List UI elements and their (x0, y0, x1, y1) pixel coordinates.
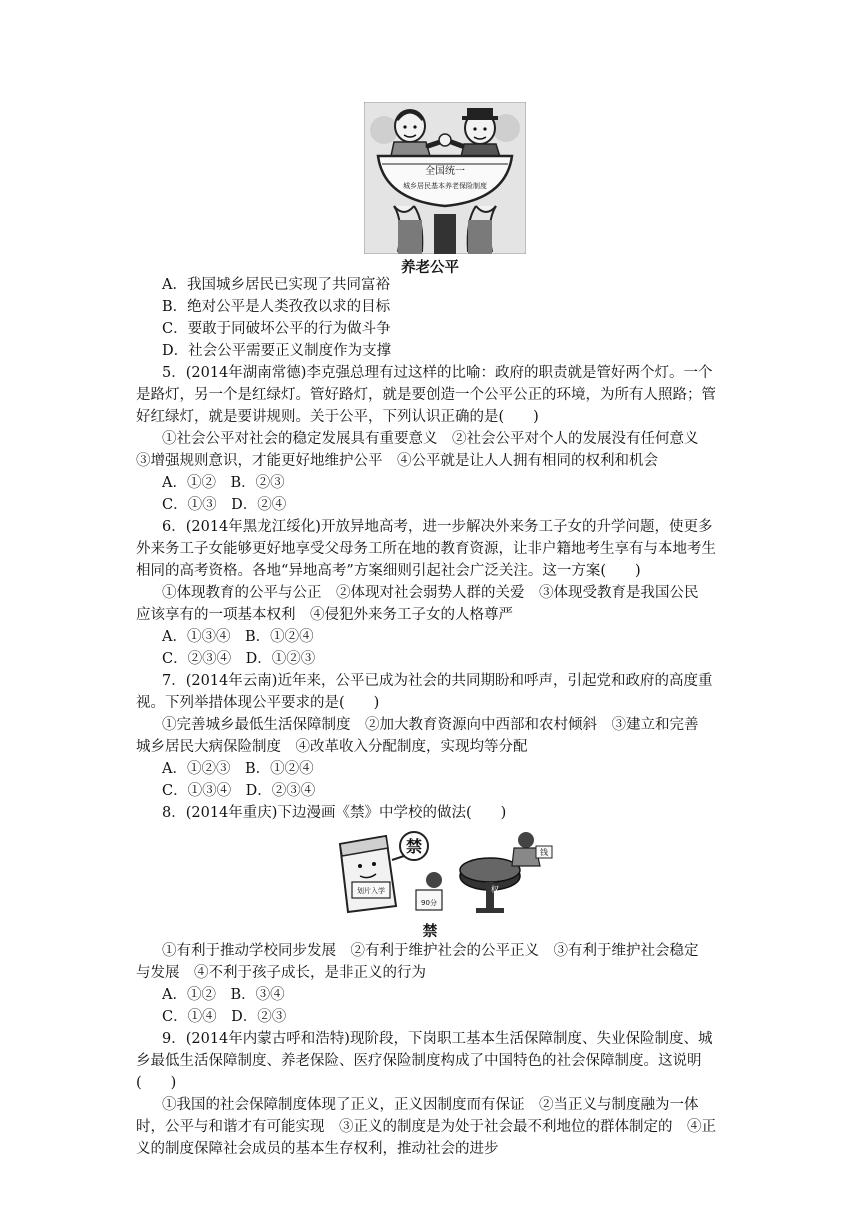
q5-stem-line2: 是路灯，另一个是红绿灯。管好路灯，就是要创造一个公平公正的环境，为所有人照路；管 (136, 387, 716, 403)
q8-statements-line2: 与发展 ④不利于孩子成长，是非正义的行为 (136, 965, 426, 981)
q8-options-ab: A．①② B．③④ (162, 987, 285, 1003)
q5-stem-line1: 5．(2014年湖南常德)李克强总理有过这样的比喻：政府的职责就是管好两个灯。一个 (162, 365, 713, 381)
banner-line2: 城乡居民基本养老保险制度 (403, 182, 487, 190)
score-label: 90分 (421, 899, 437, 907)
figure2-caption: 禁 (422, 924, 438, 940)
sign-label: 划片入学 (357, 887, 385, 895)
q5-options-cd: C．①③ D．②④ (162, 497, 287, 513)
q4-option-c: C．要敢于同破坏公平的行为做斗争 (162, 321, 391, 337)
q8-statements-line1: ①有利于推动学校同步发展 ②有利于维护社会的公平正义 ③有利于维护社会稳定 (162, 943, 699, 959)
q6-statements-line1: ①体现教育的公平与公正 ②体现对社会弱势人群的关爱 ③体现受教育是我国公民 (162, 585, 699, 601)
pension-cartoon-image (364, 102, 526, 254)
q7-options-ab: A．①②③ B．①②④ (162, 761, 314, 777)
q5-stem-line3: 好红绿灯，就是要讲规则。关于公平，下列认识正确的是( ) (136, 409, 539, 425)
figure1-caption: 养老公平 (401, 260, 459, 276)
money-label: 钱 (540, 848, 548, 857)
q5-statements-line2: ③增强规则意识，才能更好地维护公平 ④公平就是让人人拥有相同的权利和机会 (136, 453, 658, 469)
power-label: 权 (491, 885, 499, 894)
q9-stem-line2: 乡最低生活保障制度、养老保险、医疗保险制度构成了中国特色的社会保障制度。这说明 (136, 1053, 702, 1069)
q6-statements-line2: 应该享有的一项基本权利 ④侵犯外来务工子女的人格尊严 (136, 607, 513, 623)
q5-statements-line1: ①社会公平对社会的稳定发展具有重要意义 ②社会公平对个人的发展没有任何意义 (162, 431, 699, 447)
q6-options-ab: A．①③④ B．①②④ (162, 629, 314, 645)
q6-options-cd: C．②③④ D．①②③ (162, 651, 316, 667)
banner-line1: 全国统一 (425, 166, 465, 177)
q6-stem-line2: 外来务工子女能够更好地享受父母务工所在地的教育资源，让非户籍地考生享有与本地考生 (136, 541, 716, 557)
q9-stem-line1: 9．(2014年内蒙古呼和浩特)现阶段，下岗职工基本生活保障制度、失业保险制度、城 (162, 1031, 713, 1047)
q8-options-cd: C．①④ D．②③ (162, 1009, 287, 1025)
q6-stem-line3: 相同的高考资格。各地“异地高考”方案细则引起社会广泛关注。这一方案( ) (136, 563, 641, 579)
q6-stem-line1: 6．(2014年黑龙江绥化)开放异地高考，进一步解决外来务工子女的升学问题，使更多 (162, 519, 713, 535)
q9-statements-line2: 时，公平与和谐才有可能实现 ③正义的制度是为处于社会最不利地位的群体制定的 ④正 (136, 1119, 716, 1135)
q8-stem-line1: 8．(2014年重庆)下边漫画《禁》中学校的做法( ) (162, 805, 507, 821)
q7-statements-line2: 城乡居民大病保险制度 ④改革收入分配制度，实现均等分配 (136, 739, 528, 755)
q4-option-d: D．社会公平需要正义制度作为支撑 (162, 343, 392, 359)
q4-option-a: A．我国城乡居民已实现了共同富裕 (162, 277, 390, 293)
q9-statements-line1: ①我国的社会保障制度体现了正义，正义因制度而有保证 ②当正义与制度融为一体 (162, 1097, 699, 1113)
q7-stem-line2: 视。下列举措体现公平要求的是( ) (136, 695, 380, 711)
q7-statements-line1: ①完善城乡最低生活保障制度 ②加大教育资源向中西部和农村倾斜 ③建立和完善 (162, 717, 699, 733)
q9-statements-line3: 义的制度保障社会成员的基本生存权利，推动社会的进步 (136, 1141, 499, 1157)
q7-stem-line1: 7．(2014年云南)近年来，公平已成为社会的共同期盼和呼声，引起党和政府的高度重 (162, 673, 713, 689)
ban-cartoon-image (330, 826, 560, 918)
q9-stem-line3: ( ) (136, 1075, 177, 1091)
q5-options-ab: A．①② B．②③ (162, 475, 285, 491)
ban-label: 禁 (405, 837, 423, 856)
q7-options-cd: C．①③④ D．②③④ (162, 783, 316, 799)
q4-option-b: B．绝对公平是人类孜孜以求的目标 (162, 299, 391, 315)
